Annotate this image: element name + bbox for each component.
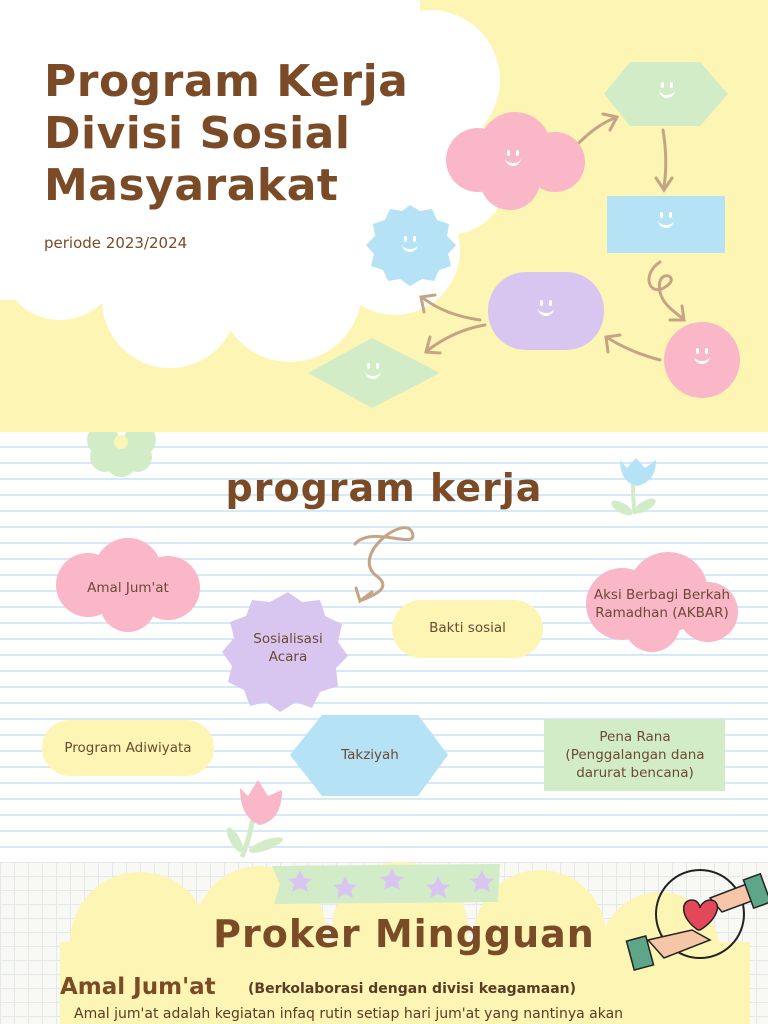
program-label-sosialisasi: Sosialisasi Acara	[253, 631, 323, 665]
smiley-icon	[691, 348, 713, 366]
smiley-icon	[656, 82, 678, 100]
weekly-body-text: Amal jum'at adalah kegiatan infaq rutin setiap hari jum'at yang nantinya akan	[74, 1006, 624, 1022]
title-panel	[0, 0, 768, 432]
period-text: periode 2023/2024	[44, 234, 188, 252]
smiley-icon	[502, 150, 524, 168]
smiley-icon	[399, 236, 421, 254]
washi-tape	[272, 864, 500, 904]
program-label-adiwiyata: Program Adiwiyata	[64, 740, 192, 756]
title-line: Masyarakat	[44, 160, 339, 211]
program-panel	[0, 432, 768, 862]
squiggle-arrow	[355, 528, 413, 600]
section-heading: program kerja	[225, 466, 543, 510]
smiley-icon	[362, 363, 384, 381]
weekly-subheading: Amal Jum'at	[60, 974, 216, 1000]
program-label-pena: Pena Rana (Penggalangan dana darurat bencana)	[565, 729, 705, 781]
program-label-takziyah: Takziyah	[341, 747, 399, 763]
smiley-icon	[655, 212, 677, 230]
weekly-panel	[0, 862, 768, 1024]
smiley-icon	[535, 300, 557, 318]
title-line: Program Kerja	[44, 56, 409, 107]
collaboration-note: (Berkolaborasi dengan divisi keagamaan)	[248, 981, 577, 997]
program-label-bakti: Bakti sosial	[429, 620, 506, 636]
tulip-icon	[224, 780, 285, 857]
page-title	[44, 56, 408, 212]
weekly-heading: Proker Mingguan	[213, 912, 595, 956]
title-line: Divisi Sosial	[44, 108, 351, 159]
program-label-akbar: Aksi Berbagi Berkah Ramadhan (AKBAR)	[593, 587, 731, 621]
program-label-amal: Amal Jum'at	[87, 580, 169, 596]
